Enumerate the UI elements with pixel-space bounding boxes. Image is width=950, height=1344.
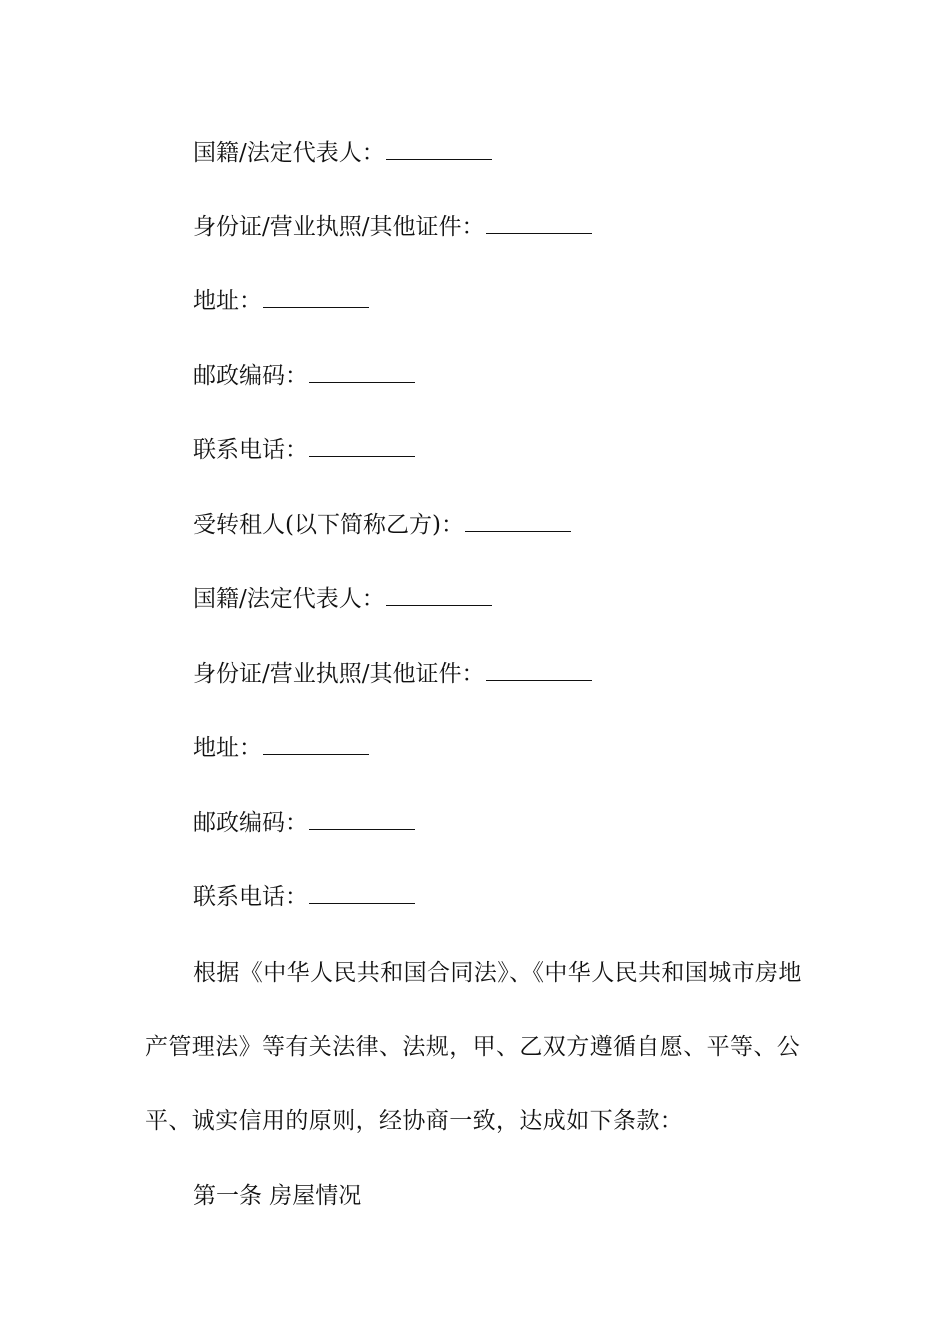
party-a-nationality-line xyxy=(193,138,492,168)
contract-preamble-paragraph: 根据《中华人民共和国合同法》、《中华人民共和国城市房地产管理法》等有关法律、法规，甲、乙双方遵循自愿、平等、公平、诚实信用的原则，经协商一致，达成如下条款： xyxy=(145,960,802,1134)
blank-field xyxy=(309,364,415,383)
party-a-address-line xyxy=(193,286,369,316)
phone-label: 联系电话： xyxy=(193,437,308,463)
party-b-address-line xyxy=(193,733,369,763)
id-label: 身份证/营业执照/其他证件： xyxy=(193,214,485,240)
id-label: 身份证/营业执照/其他证件： xyxy=(193,661,485,687)
party-b-postal-line xyxy=(193,808,415,838)
nationality-label: 国籍/法定代表人： xyxy=(193,586,385,612)
blank-field xyxy=(465,513,571,532)
party-b-nationality-line xyxy=(193,584,492,614)
blank-field xyxy=(263,736,369,755)
address-label: 地址： xyxy=(193,735,262,761)
party-b-id-line xyxy=(193,659,592,689)
nationality-label: 国籍/法定代表人： xyxy=(193,140,385,166)
address-label: 地址： xyxy=(193,288,262,314)
blank-field xyxy=(309,438,415,457)
blank-field xyxy=(486,662,592,681)
blank-field xyxy=(309,885,415,904)
article-heading: 第一条 房屋情况 xyxy=(193,1183,362,1209)
party-b-title-line xyxy=(193,510,571,540)
party-b-title-label: 受转租人(以下简称乙方)： xyxy=(193,512,464,538)
party-b-phone-line xyxy=(193,882,415,912)
party-a-phone-line xyxy=(193,435,415,465)
blank-field xyxy=(386,587,492,606)
party-a-postal-line xyxy=(193,361,415,391)
phone-label: 联系电话： xyxy=(193,884,308,910)
blank-field xyxy=(486,215,592,234)
postal-label: 邮政编码： xyxy=(193,810,308,836)
party-a-id-line xyxy=(193,212,592,242)
blank-field xyxy=(263,289,369,308)
blank-field xyxy=(386,141,492,160)
postal-label: 邮政编码： xyxy=(193,363,308,389)
blank-field xyxy=(309,811,415,830)
